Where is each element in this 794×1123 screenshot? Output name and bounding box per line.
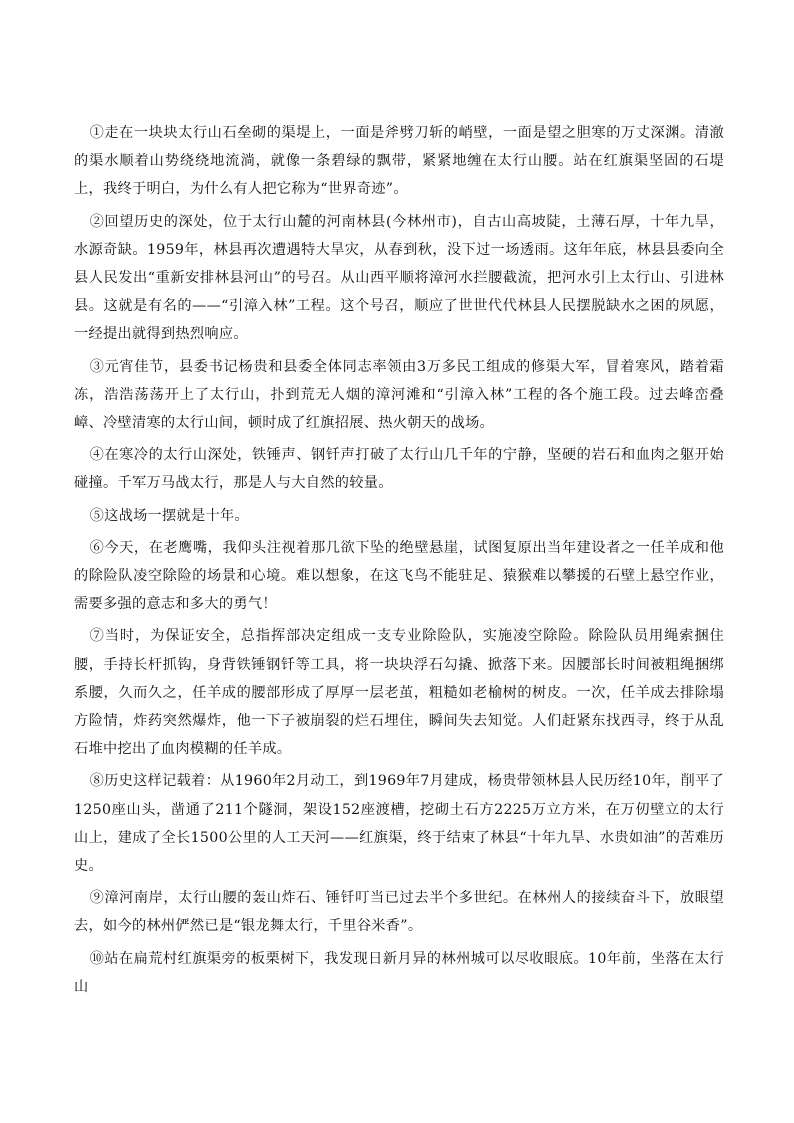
paragraph-10: ⑩站在扁荒村红旗渠旁的板栗树下，我发现日新月异的林州城可以尽收眼底。10年前，坐落在太行山: [74, 950, 724, 995]
document-body: [74, 119, 724, 1005]
paragraph-6: ⑥今天，在老鹰嘴，我仰头注视着那几欲下坠的绝壁悬崖，试图复原出当年建设者之一任羊成和他的除险队凌空除险的场景和心境。难以想象，在这飞鸟不能驻足、猿猴难以攀援的石壁上悬空作业，需要多强的意志和多大的勇气！: [74, 539, 724, 613]
paragraph-9: ⑨漳河南岸，太行山腰的轰山炸石、锤钎叮当已过去半个多世纪。在林州人的接续奋斗下，放眼望去，如今的林州俨然已是“银龙舞太行，千里谷米香”。: [74, 890, 724, 935]
paragraph-7: ⑦当时，为保证安全，总指挥部决定组成一支专业除险队，实施凌空除险。除险队员用绳索捆住腰，手持长杆抓钩，身背铁锤钢钎等工具，将一块块浮石勾撬、掀落下来。因腰部长时间被粗绳捆绑系腰，久而久之，任羊成的腰部形成了厚厚一层老茧，粗糙如老榆树的树皮。一次，任羊成去排除塌方险情，炸药突然爆炸，他一下子被崩裂的烂石埋住，瞬间失去知觉。人们赶紧东找西寻，终于从乱石堆中挖出了血肉模糊的任羊成。: [74, 628, 724, 758]
paragraph-1: ①走在一块块太行山石垒砌的渠堤上，一面是斧劈刀斩的峭壁，一面是望之胆寒的万丈深渊。清澈的渠水顺着山势绕绕地流淌，就像一条碧绿的飘带，紧紧地缠在太行山腰。站在红旗渠坚固的石堤上，我终于明白，为什么有人把它称为“世界奇迹”。: [74, 125, 724, 198]
paragraph-5: ⑤这战场一摆就是十年。: [89, 507, 249, 524]
paragraph-8: ⑧历史这样记载着：从1960年2月动工，到1969年7月建成，杨贵带领林县人民历经10年，削平了1250座山头，凿通了211个隧洞，架设152座渡槽，挖砌土石方2225万立方米，在万仞壁立的太行山上，建成了全长1500公里的人工天河——红旗渠，终于结束了林县“十年九旱、水贵如油”的苦难历史。: [74, 773, 724, 875]
paragraph-4: ④在寒冷的太行山深处，铁锤声、钢钎声打破了太行山几千年的宁静，坚硬的岩石和血肉之躯开始碰撞。千军万马战太行，那是人与大自然的较量。: [74, 447, 724, 492]
paragraph-2: ②回望历史的深处，位于太行山麓的河南林县(今林州市)，自古山高坡陡，土薄石厚，十年九旱，水源奇缺。1959年，林县再次遭遇特大旱灾，从春到秋，没下过一场透雨。这年年底，林县县委向全县人民发出“重新安排林县河山”的号召。从山西平顺将漳河水拦腰截流，把河水引上太行山、引进林县。这就是有名的——“引漳入林”工程。这个号召，顺应了世世代代林县人民摆脱缺水之困的夙愿，一经提出就得到热烈响应。: [74, 213, 724, 343]
paragraph-3: ③元宵佳节，县委书记杨贵和县委全体同志率领由3万多民工组成的修渠大军，冒着寒风，踏着霜冻，浩浩荡荡开上了太行山，扑到荒无人烟的漳河滩和“引漳入林”工程的各个施工段。过去峰峦叠嶂、冷壁清寒的太行山间，顿时成了红旗招展、热火朝天的战场。: [74, 358, 724, 432]
